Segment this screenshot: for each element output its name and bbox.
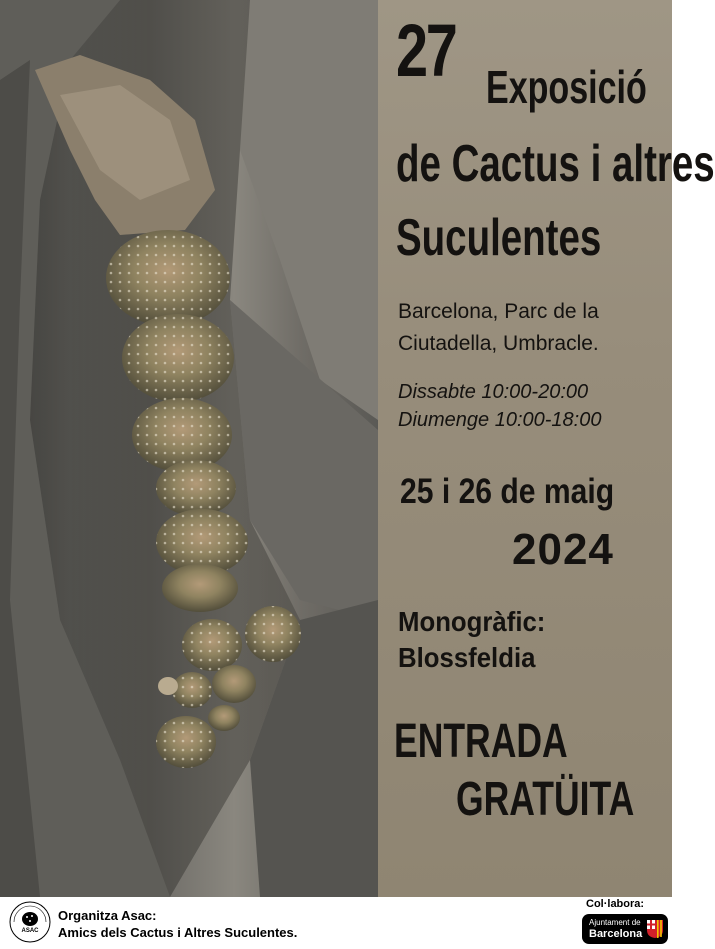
- venue: [398, 296, 599, 360]
- sunday-hours: Diumenge 10:00-18:00: [398, 409, 602, 431]
- monograph-label: Monogràfic:: [398, 606, 546, 637]
- title-line-1: Exposició: [486, 61, 647, 113]
- free-entry-line-2: GRATÜITA: [456, 773, 635, 826]
- edition-number: 27: [396, 9, 456, 92]
- barcelona-shield-icon: [646, 919, 664, 939]
- title-line-2: de Cactus i altres: [396, 135, 715, 193]
- footer: [0, 897, 672, 949]
- opening-hours: [398, 378, 601, 434]
- text-panel: [378, 0, 715, 897]
- title-line-3: Suculentes: [396, 209, 602, 267]
- monograph: [398, 604, 545, 676]
- organizer: [58, 907, 297, 941]
- venue-line-1: Barcelona, Parc de la: [398, 300, 599, 323]
- sponsor-line-1: Ajuntament de: [589, 918, 641, 927]
- venue-line-2: Ciutadella, Umbracle.: [398, 332, 599, 355]
- cactus-photo: [0, 0, 378, 897]
- organizer-line-2: Amics dels Cactus i Altres Suculentes.: [58, 925, 298, 940]
- event-dates: 25 i 26 de maig: [400, 472, 615, 511]
- event-year: 2024: [512, 525, 614, 574]
- asac-logo: [8, 899, 52, 945]
- barcelona-city-council-logo: [582, 914, 668, 944]
- saturday-hours: Dissabte 10:00-20:00: [398, 381, 589, 403]
- collaborates-label: Col·labora:: [586, 898, 645, 910]
- sponsor-line-2: Barcelona: [589, 928, 643, 940]
- blossfeldia-illustration: [0, 0, 378, 897]
- free-entry-line-1: ENTRADA: [394, 715, 568, 768]
- asac-logo-text: ASAC: [21, 928, 39, 934]
- monograph-subject: Blossfeldia: [398, 642, 536, 673]
- organizer-line-1: Organitza Asac:: [58, 908, 157, 923]
